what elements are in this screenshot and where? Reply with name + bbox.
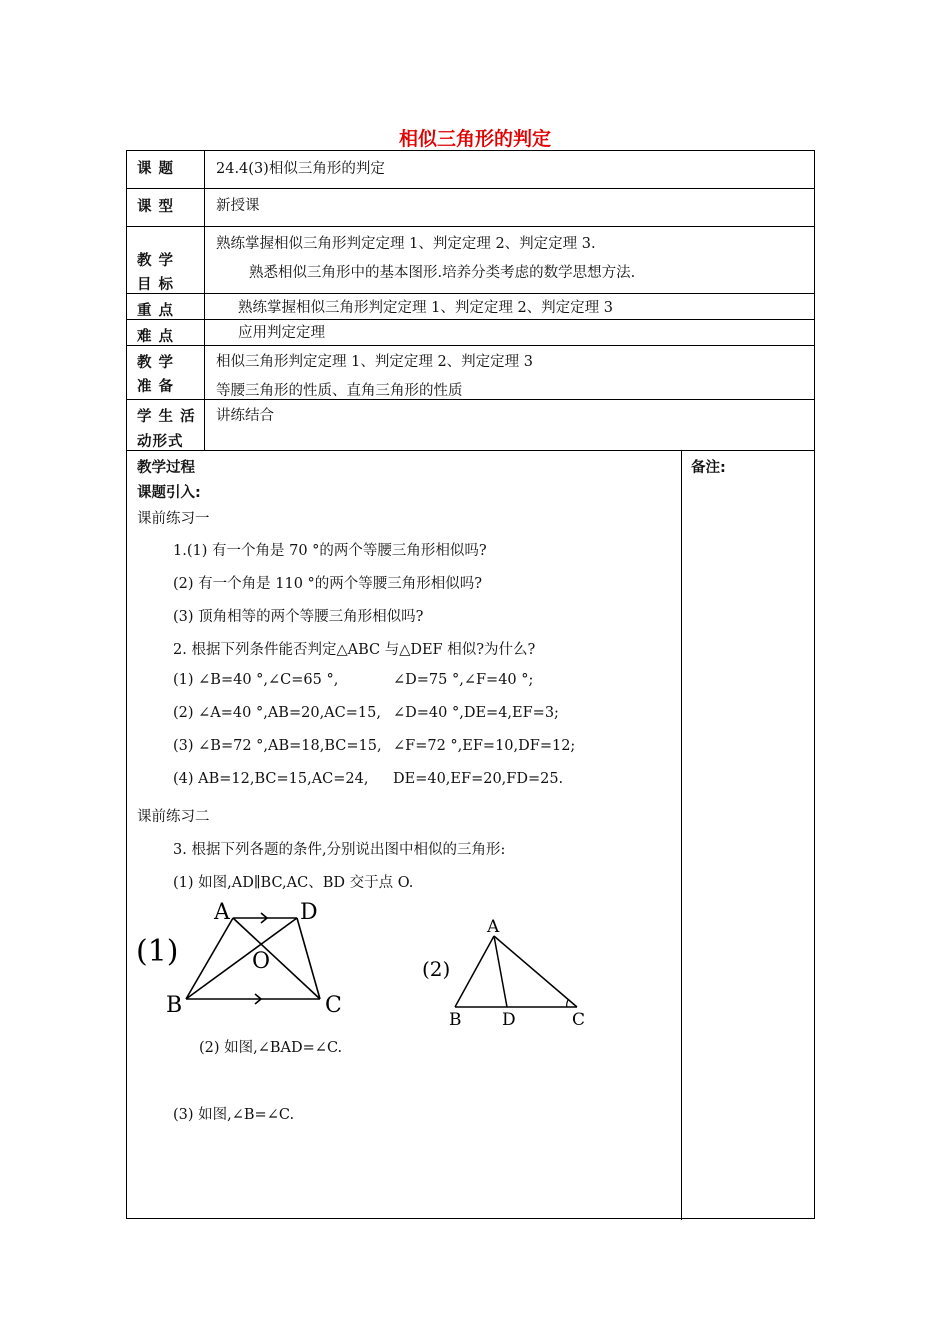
difficulty-value: 应用判定定理 <box>238 325 325 341</box>
label-A: A <box>214 900 230 925</box>
figure-2-triangle <box>420 912 590 1032</box>
label-B: B <box>166 993 183 1018</box>
goals-label-line2: 目 标 <box>137 277 175 293</box>
segment-AB <box>186 918 233 999</box>
row-divider <box>127 293 814 294</box>
segment-AB <box>455 936 494 1007</box>
row-divider <box>127 345 814 346</box>
difficulty-label: 难 点 <box>137 329 175 345</box>
label-D: D <box>300 900 318 925</box>
segment-DC <box>297 918 320 999</box>
question-2-1-right: ∠D=75 °,∠F=40 °; <box>393 672 534 688</box>
exercise1-title: 课前练习一 <box>137 511 210 527</box>
notes-label: 备注: <box>691 460 726 476</box>
key-value: 熟练掌握相似三角形判定定理 1、判定定理 2、判定定理 3 <box>238 300 614 316</box>
question-1-1: 1.(1) 有一个角是 70 °的两个等腰三角形相似吗? <box>173 543 487 559</box>
question-2-2-right: ∠D=40 °,DE=4,EF=3; <box>393 705 559 721</box>
label-B: B <box>449 1010 462 1030</box>
page-title: 相似三角形的判定 <box>398 128 551 150</box>
diagonal-AC <box>233 918 320 999</box>
figure-1-tag: (1) <box>136 934 179 969</box>
question-3-1: (1) 如图,AD∥BC,AC、BD 交于点 O. <box>173 875 414 891</box>
question-2-3-left: (3) ∠B=72 °,AB=18,BC=15, <box>173 738 382 754</box>
question-2-1-left: (1) ∠B=40 °,∠C=65 °, <box>173 672 339 688</box>
type-label: 课 型 <box>137 199 175 215</box>
row-divider <box>127 319 814 320</box>
prep-line2: 等腰三角形的性质、直角三角形的性质 <box>216 383 463 399</box>
column-divider <box>204 151 205 450</box>
prep-label-line2: 准 备 <box>137 379 175 395</box>
prep-line1: 相似三角形判定定理 1、判定定理 2、判定定理 3 <box>216 354 534 370</box>
angle-mark-C <box>567 1000 568 1007</box>
figure-2-tag: (2) <box>422 957 451 981</box>
intro-heading: 课题引入: <box>137 485 201 501</box>
process-heading: 教学过程 <box>137 460 195 476</box>
question-3: 3. 根据下列各题的条件,分别说出图中相似的三角形: <box>173 842 506 858</box>
goals-label-line1: 教 学 <box>137 253 175 269</box>
row-divider <box>127 188 814 189</box>
label-O: O <box>252 949 271 974</box>
question-1-3: (3) 顶角相等的两个等腰三角形相似吗? <box>173 609 424 625</box>
type-value: 新授课 <box>216 198 260 214</box>
label-C: C <box>325 993 342 1018</box>
activity-label-line2: 动形式 <box>137 434 184 450</box>
question-2-3-right: ∠F=72 °,EF=10,DF=12; <box>393 738 576 754</box>
label-A: A <box>487 917 500 937</box>
lesson-plan-table <box>126 150 815 1219</box>
question-3-3: (3) 如图,∠B=∠C. <box>173 1107 295 1123</box>
activity-label-line1: 学 生 活 <box>137 409 196 425</box>
segment-AD <box>494 936 507 1007</box>
question-1-2: (2) 有一个角是 110 °的两个等腰三角形相似吗? <box>173 576 483 592</box>
question-2-4-left: (4) AB=12,BC=15,AC=24, <box>173 771 369 787</box>
label-C: C <box>572 1010 586 1030</box>
question-2-4-right: DE=40,EF=20,FD=25. <box>393 771 564 787</box>
prep-label-line1: 教 学 <box>137 355 175 371</box>
question-2: 2. 根据下列条件能否判定△ABC 与△DEF 相似?为什么? <box>173 642 536 658</box>
key-label: 重 点 <box>137 303 175 319</box>
goals-line2: 熟悉相似三角形中的基本图形.培养分类考虑的数学思想方法. <box>249 265 636 281</box>
row-divider <box>127 226 814 227</box>
exercise2-title: 课前练习二 <box>137 809 210 825</box>
goals-line1: 熟练掌握相似三角形判定定理 1、判定定理 2、判定定理 3. <box>216 236 596 252</box>
figure-1-trapezoid <box>130 895 360 1025</box>
activity-value: 讲练结合 <box>216 408 274 424</box>
question-3-2: (2) 如图,∠BAD=∠C. <box>199 1040 343 1056</box>
notes-column-divider <box>681 450 682 1220</box>
diagonal-BD <box>186 918 297 999</box>
row-divider <box>127 450 814 451</box>
topic-label: 课 题 <box>137 161 175 177</box>
label-D: D <box>502 1010 516 1030</box>
topic-value: 24.4(3)相似三角形的判定 <box>216 161 385 177</box>
question-2-2-left: (2) ∠A=40 °,AB=20,AC=15, <box>173 705 381 721</box>
segment-AC <box>494 936 577 1007</box>
